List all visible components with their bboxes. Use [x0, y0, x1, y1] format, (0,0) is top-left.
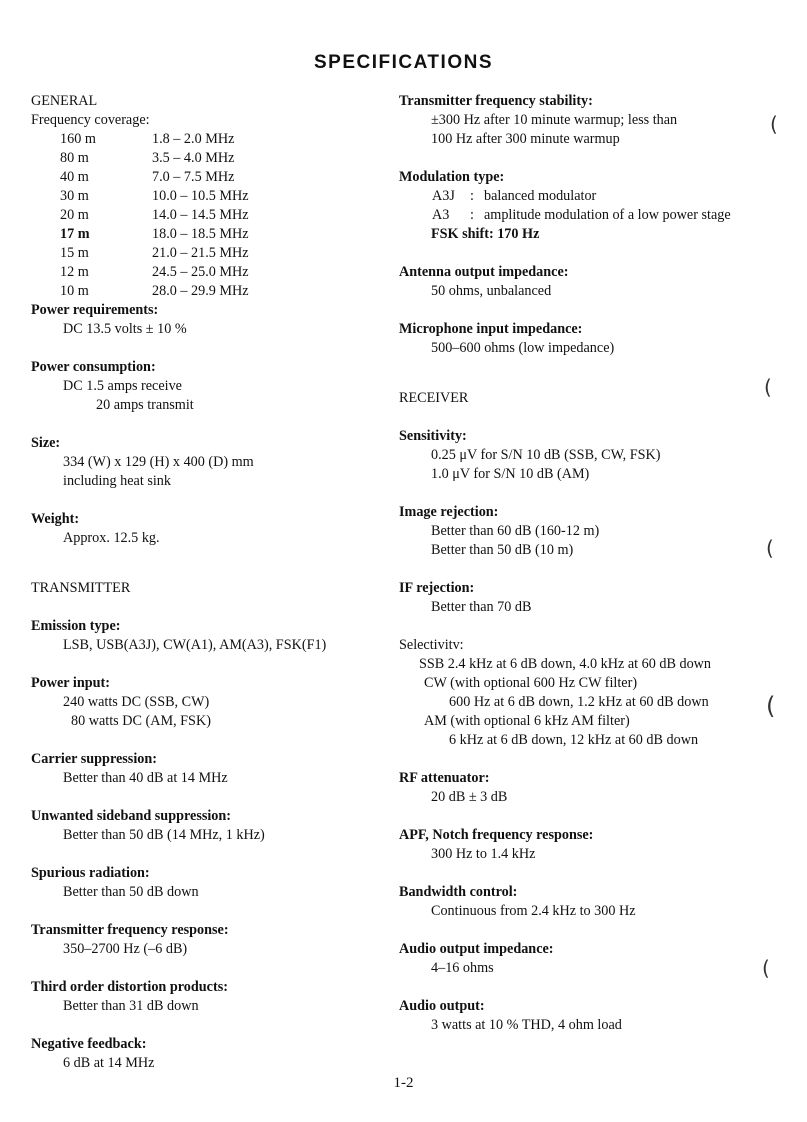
power-input-line2: 80 watts DC (AM, FSK) — [71, 713, 211, 729]
band-name: 15 m — [60, 245, 89, 261]
frequency-row — [60, 149, 249, 168]
frequency-row — [60, 130, 249, 149]
if-rejection-value: Better than 70 dB — [431, 599, 532, 615]
modulation-a3-desc: amplitude modulation of a low power stage — [484, 207, 731, 223]
size-label: Size: — [31, 435, 61, 451]
modulation-separator: : — [470, 188, 474, 204]
band-name: 40 m — [60, 169, 89, 185]
if-rejection-label: IF rejection: — [399, 580, 475, 596]
sensitivity-line2: 1.0 μV for S/N 10 dB (AM) — [431, 466, 590, 482]
band-range: 18.0 – 18.5 MHz — [152, 226, 249, 242]
rf-attenuator-label: RF attenuator: — [399, 770, 490, 786]
carrier-suppression-label: Carrier suppression: — [31, 751, 157, 767]
power-requirements-label: Power requirements: — [31, 302, 159, 318]
transmitter-heading: TRANSMITTER — [31, 580, 131, 596]
tx-frequency-stability-label: Transmitter frequency stability: — [399, 93, 593, 109]
carrier-suppression-value: Better than 40 dB at 14 MHz — [63, 770, 228, 786]
negative-feedback-label: Negative feedback: — [31, 1036, 147, 1052]
left-column — [31, 92, 386, 1073]
tx-frequency-stability-line2: 100 Hz after 300 minute warmup — [431, 131, 620, 147]
frequency-coverage-table — [60, 130, 249, 301]
band-range: 28.0 – 29.9 MHz — [152, 283, 249, 299]
modulation-a3-code: A3 — [432, 207, 450, 223]
modulation-a3j-desc: balanced modulator — [484, 188, 597, 204]
selectivity-am: AM (with optional 6 kHz AM filter) — [424, 713, 630, 729]
tx-frequency-response-value: 350–2700 Hz (–6 dB) — [63, 941, 188, 957]
frequency-row — [60, 263, 249, 282]
sensitivity-label: Sensitivity: — [399, 428, 467, 444]
band-range: 3.5 – 4.0 MHz — [152, 150, 235, 166]
fsk-shift: FSK shift: 170 Hz — [431, 226, 540, 242]
spurious-radiation-label: Spurious radiation: — [31, 865, 150, 881]
binder-mark: ( — [766, 536, 774, 560]
antenna-impedance-label: Antenna output impedance: — [399, 264, 569, 280]
microphone-impedance-label: Microphone input impedance: — [399, 321, 583, 337]
binder-mark: ( — [770, 112, 778, 136]
unwanted-sideband-label: Unwanted sideband suppression: — [31, 808, 232, 824]
antenna-impedance-value: 50 ohms, unbalanced — [431, 283, 552, 299]
modulation-type-label: Modulation type: — [399, 169, 505, 185]
size-line1: 334 (W) x 129 (H) x 400 (D) mm — [63, 454, 254, 470]
band-range: 14.0 – 14.5 MHz — [152, 207, 249, 223]
unwanted-sideband-value: Better than 50 dB (14 MHz, 1 kHz) — [63, 827, 265, 843]
band-range: 10.0 – 10.5 MHz — [152, 188, 249, 204]
negative-feedback-value: 6 dB at 14 MHz — [63, 1055, 155, 1071]
third-order-distortion-value: Better than 31 dB down — [63, 998, 199, 1014]
frequency-row — [60, 244, 249, 263]
power-requirements-value: DC 13.5 volts ± 10 % — [63, 321, 187, 337]
band-range: 1.8 – 2.0 MHz — [152, 131, 235, 147]
page-title: SPECIFICATIONS — [314, 52, 493, 73]
power-input-label: Power input: — [31, 675, 110, 691]
binder-mark: ( — [766, 692, 776, 720]
weight-label: Weight: — [31, 511, 80, 527]
page-number: 1-2 — [393, 1075, 414, 1091]
audio-output-value: 3 watts at 10 % THD, 4 ohm load — [431, 1017, 622, 1033]
binder-mark: ( — [764, 375, 772, 399]
microphone-impedance-value: 500–600 ohms (low impedance) — [431, 340, 615, 356]
band-name: 20 m — [60, 207, 89, 223]
rf-attenuator-value: 20 dB ± 3 dB — [431, 789, 508, 805]
audio-impedance-label: Audio output impedance: — [399, 941, 554, 957]
band-name: 17 m — [60, 226, 90, 242]
selectivity-cw-detail: 600 Hz at 6 dB down, 1.2 kHz at 60 dB down — [449, 694, 709, 710]
sensitivity-line1: 0.25 μV for S/N 10 dB (SSB, CW, FSK) — [431, 447, 661, 463]
spurious-radiation-value: Better than 50 dB down — [63, 884, 199, 900]
receiver-heading: RECEIVER — [399, 390, 469, 406]
audio-output-label: Audio output: — [399, 998, 485, 1014]
modulation-a3j-code: A3J — [432, 188, 455, 204]
tx-frequency-stability-line1: ±300 Hz after 10 minute warmup; less than — [431, 112, 678, 128]
band-range: 24.5 – 25.0 MHz — [152, 264, 249, 280]
image-rejection-line1: Better than 60 dB (160-12 m) — [431, 523, 600, 539]
apf-notch-label: APF, Notch frequency response: — [399, 827, 594, 843]
modulation-a3-row — [399, 206, 759, 225]
selectivity-cw: CW (with optional 600 Hz CW filter) — [424, 675, 638, 691]
frequency-row — [60, 206, 249, 225]
bandwidth-control-value: Continuous from 2.4 kHz to 300 Hz — [431, 903, 636, 919]
image-rejection-label: Image rejection: — [399, 504, 499, 520]
size-line2: including heat sink — [63, 473, 171, 489]
third-order-distortion-label: Third order distortion products: — [31, 979, 228, 995]
band-name: 80 m — [60, 150, 89, 166]
weight-value: Approx. 12.5 kg. — [63, 530, 160, 546]
band-name: 10 m — [60, 283, 89, 299]
band-range: 7.0 – 7.5 MHz — [152, 169, 235, 185]
frequency-row — [60, 282, 249, 301]
right-column — [399, 92, 759, 1035]
general-heading: GENERAL — [31, 93, 98, 109]
band-name: 160 m — [60, 131, 96, 147]
power-input-line1: 240 watts DC (SSB, CW) — [63, 694, 210, 710]
binder-mark: ( — [762, 956, 770, 980]
selectivity-am-detail: 6 kHz at 6 dB down, 12 kHz at 60 dB down — [449, 732, 699, 748]
power-consumption-label: Power consumption: — [31, 359, 156, 375]
tx-frequency-response-label: Transmitter frequency response: — [31, 922, 229, 938]
modulation-separator: : — [470, 207, 474, 223]
apf-notch-value: 300 Hz to 1.4 kHz — [431, 846, 536, 862]
emission-type-value: LSB, USB(A3J), CW(A1), AM(A3), FSK(F1) — [63, 637, 327, 653]
band-name: 30 m — [60, 188, 89, 204]
frequency-row — [60, 187, 249, 206]
band-name: 12 m — [60, 264, 89, 280]
frequency-coverage-label: Frequency coverage: — [31, 112, 150, 128]
frequency-row — [60, 225, 249, 244]
audio-impedance-value: 4–16 ohms — [431, 960, 494, 976]
power-consumption-line2: 20 amps transmit — [96, 397, 194, 413]
power-consumption-line1: DC 1.5 amps receive — [63, 378, 182, 394]
image-rejection-line2: Better than 50 dB (10 m) — [431, 542, 574, 558]
selectivity-ssb: SSB 2.4 kHz at 6 dB down, 4.0 kHz at 60 dB down — [419, 656, 712, 672]
emission-type-label: Emission type: — [31, 618, 121, 634]
modulation-a3j-row — [399, 187, 759, 206]
frequency-row — [60, 168, 249, 187]
band-range: 21.0 – 21.5 MHz — [152, 245, 249, 261]
selectivity-label: Selectivitv: — [399, 637, 464, 653]
bandwidth-control-label: Bandwidth control: — [399, 884, 518, 900]
